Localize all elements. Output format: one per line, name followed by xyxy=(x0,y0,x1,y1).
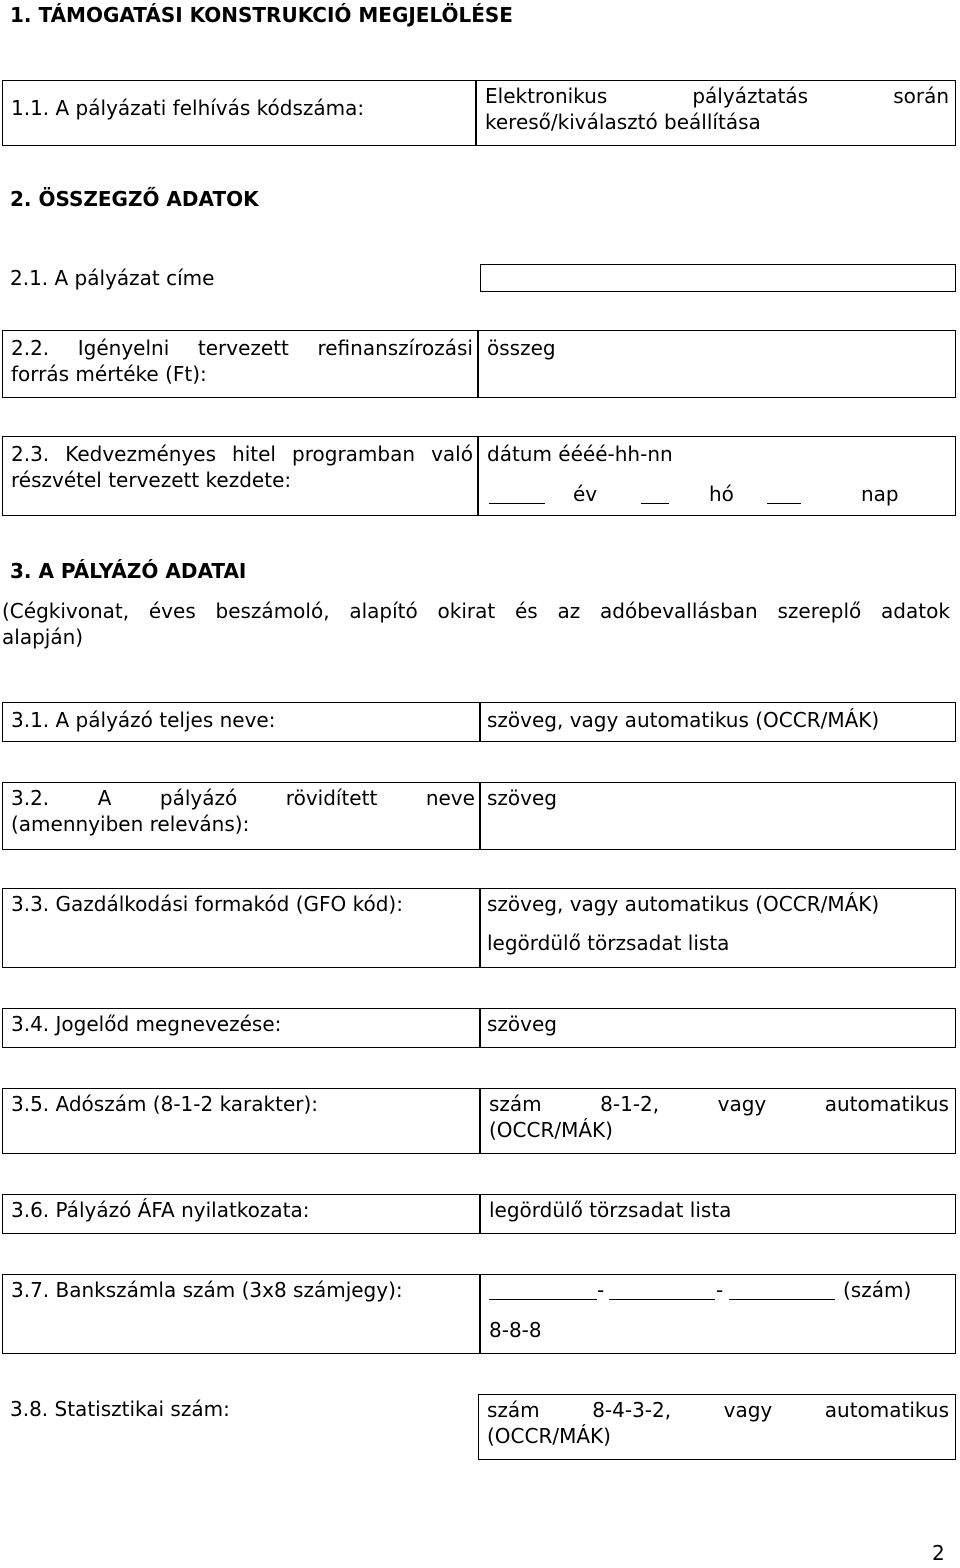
word: rövidített xyxy=(285,786,378,810)
year-label: év xyxy=(573,482,598,506)
field-statistical-number-line2: (OCCR/MÁK) xyxy=(487,1424,611,1448)
field-predecessor-name-value: szöveg xyxy=(487,1012,557,1036)
section-2-heading: 2. ÖSSZEGZŐ ADATOK xyxy=(10,187,259,211)
month-label: hó xyxy=(709,482,734,506)
day-label: nap xyxy=(861,482,899,506)
label-cell-3-5 xyxy=(2,1088,480,1154)
bank-account-part2-blank[interactable] xyxy=(609,1281,715,1300)
label-cell-2-3 xyxy=(2,436,478,516)
label-2-3-line2: részvétel tervezett kezdete: xyxy=(11,468,292,492)
field-vat-declaration-value: legördülő törzsadat lista xyxy=(489,1198,732,1222)
label-cell-1-1 xyxy=(2,80,476,146)
word: refinanszírozási xyxy=(317,336,473,360)
label-2-2-line2: forrás mértéke (Ft): xyxy=(11,362,207,386)
section-3-heading: 3. A PÁLYÁZÓ ADATAI xyxy=(10,559,247,583)
word: programban xyxy=(292,442,416,466)
field-tax-number-line1 xyxy=(489,1091,949,1117)
field-applicant-short-name[interactable] xyxy=(480,782,956,850)
word: vagy xyxy=(723,1398,773,1422)
label-3-2-line1 xyxy=(11,785,475,811)
field-predecessor-name[interactable] xyxy=(480,1008,956,1048)
bank-account-dash1: - xyxy=(597,1278,605,1302)
label-cell-3-1 xyxy=(2,702,480,742)
bank-account-format: 8-8-8 xyxy=(489,1318,542,1342)
day-blank[interactable] xyxy=(767,485,801,504)
label-2-1: 2.1. A pályázat címe xyxy=(10,266,215,290)
word: Elektronikus xyxy=(485,84,608,108)
bank-account-dash2: - xyxy=(716,1278,724,1302)
label-2-2-line1 xyxy=(11,335,473,361)
word: éves xyxy=(148,599,196,623)
page-number: 2 xyxy=(932,1541,945,1565)
label-cell-3-8 xyxy=(2,1394,478,1460)
field-statistical-number[interactable] xyxy=(478,1394,956,1460)
word: pályáztatás xyxy=(692,84,809,108)
section-3-subtitle-line1 xyxy=(2,598,950,624)
word: tervezett xyxy=(197,336,289,360)
word: automatikus xyxy=(824,1092,949,1116)
section-1-heading: 1. TÁMOGATÁSI KONSTRUKCIÓ MEGJELÖLÉSE xyxy=(10,3,513,27)
word: adóbevallásban xyxy=(600,599,758,623)
word: pályázó xyxy=(159,786,238,810)
label-3-1: 3.1. A pályázó teljes neve: xyxy=(11,708,276,732)
label-cell-3-3 xyxy=(2,888,480,968)
field-gfo-code-line1: szöveg, vagy automatikus (OCCR/MÁK) xyxy=(487,892,880,916)
field-gfo-code[interactable] xyxy=(480,888,956,968)
date-parts xyxy=(487,481,907,507)
field-call-code-line2: kereső/kiválasztó beállítása xyxy=(485,110,761,134)
field-start-date-format: dátum éééé-hh-nn xyxy=(487,442,673,466)
word: 8-1-2, xyxy=(600,1092,660,1116)
label-cell-3-4 xyxy=(2,1008,480,1048)
field-bank-account[interactable] xyxy=(480,1274,956,1354)
section-3-subtitle-line2: alapján) xyxy=(2,625,84,649)
field-call-code-line1 xyxy=(485,83,949,109)
bank-account-part3-blank[interactable] xyxy=(729,1281,835,1300)
label-3-7: 3.7. Bankszámla szám (3x8 számjegy): xyxy=(11,1278,403,1302)
field-statistical-number-line1 xyxy=(487,1397,949,1423)
field-call-code[interactable] xyxy=(476,80,956,146)
word: (Cégkivonat, xyxy=(2,599,130,623)
field-applicant-full-name-value: szöveg, vagy automatikus (OCCR/MÁK) xyxy=(487,708,880,732)
label-1-1: 1.1. A pályázati felhívás kódszáma: xyxy=(11,96,365,120)
field-refinancing-amount-value: összeg xyxy=(487,336,556,360)
word: 2.2. xyxy=(11,336,50,360)
label-cell-3-7 xyxy=(2,1274,480,1354)
field-refinancing-amount[interactable] xyxy=(478,330,956,398)
word: beszámoló, xyxy=(215,599,330,623)
word: szám xyxy=(489,1092,542,1116)
word: adatok xyxy=(881,599,950,623)
label-3-2-line2: (amennyiben releváns): xyxy=(11,812,250,836)
word: A xyxy=(97,786,112,810)
word: Kedvezményes xyxy=(65,442,216,466)
word: hitel xyxy=(232,442,276,466)
word: során xyxy=(893,84,949,108)
field-applicant-short-name-value: szöveg xyxy=(487,786,557,810)
word: és xyxy=(514,599,538,623)
word: neve xyxy=(425,786,475,810)
word: vagy xyxy=(717,1092,767,1116)
word: Igényelni xyxy=(77,336,170,360)
label-3-6: 3.6. Pályázó ÁFA nyilatkozata: xyxy=(11,1198,310,1222)
word: automatikus xyxy=(824,1398,949,1422)
month-blank[interactable] xyxy=(641,485,669,504)
word: okirat xyxy=(437,599,496,623)
year-blank[interactable] xyxy=(489,485,545,504)
field-vat-declaration[interactable] xyxy=(480,1194,956,1234)
label-2-3-line1 xyxy=(11,441,473,467)
word: szám xyxy=(487,1398,540,1422)
label-3-3: 3.3. Gazdálkodási formakód (GFO kód): xyxy=(11,892,403,916)
word: az xyxy=(557,599,581,623)
label-cell-3-2 xyxy=(2,782,480,850)
label-3-4: 3.4. Jogelőd megnevezése: xyxy=(11,1012,282,1036)
label-cell-2-2 xyxy=(2,330,478,398)
bank-account-suffix: (szám) xyxy=(843,1278,912,1302)
field-gfo-code-line2: legördülő törzsadat lista xyxy=(487,931,730,955)
field-tax-number-line2: (OCCR/MÁK) xyxy=(489,1118,613,1142)
word: való xyxy=(431,442,473,466)
label-cell-3-6 xyxy=(2,1194,480,1234)
word: 2.3. xyxy=(11,442,50,466)
label-3-5: 3.5. Adószám (8-1-2 karakter): xyxy=(11,1092,319,1116)
field-project-title[interactable] xyxy=(480,264,956,292)
field-tax-number[interactable] xyxy=(480,1088,956,1154)
word: 3.2. xyxy=(11,786,50,810)
field-start-date[interactable] xyxy=(478,436,956,516)
label-3-8: 3.8. Statisztikai szám: xyxy=(10,1397,230,1421)
field-applicant-full-name[interactable] xyxy=(480,702,956,742)
label-cell-2-1 xyxy=(2,264,480,292)
word: alapító xyxy=(349,599,418,623)
bank-account-part1-blank[interactable] xyxy=(489,1281,597,1300)
word: 8-4-3-2, xyxy=(592,1398,672,1422)
word: szereplő xyxy=(777,599,862,623)
